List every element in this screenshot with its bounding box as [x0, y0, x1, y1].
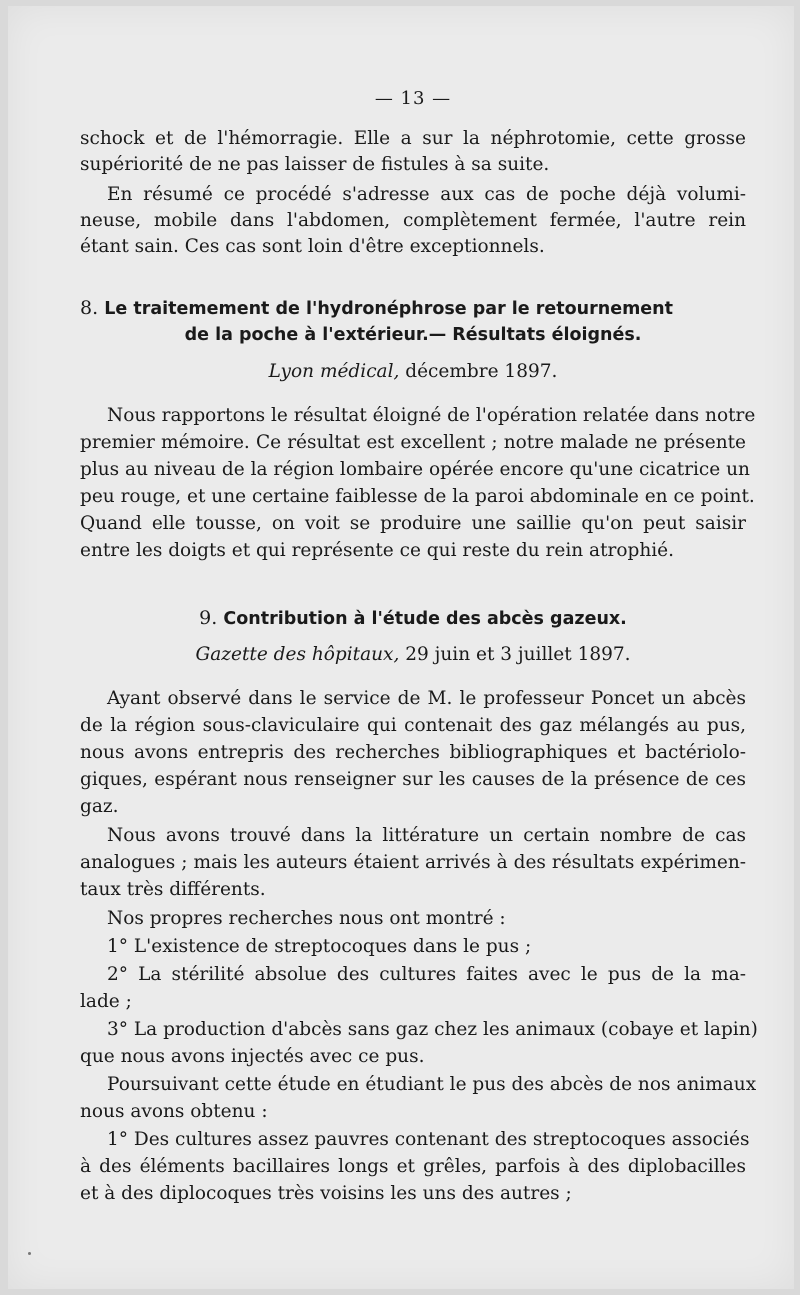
journal-date: décembre 1897. — [399, 361, 558, 382]
text-line: entre les doigts et qui représente ce qui reste du rein atrophié. — [80, 540, 675, 561]
text-line: plus au niveau de la région lombaire opérée encore qu'une cicatrice un — [80, 459, 750, 480]
section-8-title-line2: de la poche à l'extérieur.— Résultats éloignés. — [184, 325, 642, 345]
text-line: gaz. — [80, 796, 119, 817]
section-number: 9. — [199, 607, 218, 629]
journal-name: Lyon médical, — [268, 361, 400, 382]
text-line: lade ; — [80, 991, 132, 1012]
section-8-source — [80, 360, 746, 384]
text-line: Nous avons trouvé dans la littérature un certain nombre de cas — [107, 825, 746, 846]
text-line: En résumé ce procédé s'adresse aux cas de poche déjà volumi- — [107, 184, 746, 205]
text-line: nous avons obtenu : — [80, 1101, 268, 1122]
text-line: étant sain. Ces cas sont loin d'être exceptionnels. — [80, 236, 545, 257]
text-line: et à des diplocoques très voisins les uns des autres ; — [80, 1183, 572, 1204]
journal-name: Gazette des hôpitaux, — [195, 644, 400, 665]
list-item: 2° La stérilité absolue des cultures faites avec le pus de la ma- — [107, 964, 746, 985]
list-item: 1° Des cultures assez pauvres contenant des streptocoques associés — [107, 1129, 750, 1150]
section-number: 8. — [80, 297, 99, 319]
text-line: supériorité de ne pas laisser de fistules à sa suite. — [80, 154, 550, 175]
book-page — [8, 6, 794, 1289]
paper-speck — [28, 1252, 31, 1255]
text-line: nous avons entrepris des recherches bibliographiques et bactériolo- — [80, 742, 746, 763]
text-line: Quand elle tousse, on voit se produire une saillie qu'on peut saisir — [80, 513, 746, 534]
text-line: taux très différents. — [80, 879, 266, 900]
section-title: Le traitemement de l'hydronéphrose par le retournement — [104, 299, 673, 319]
text-line: Nos propres recherches nous ont montré : — [107, 908, 506, 929]
text-line: analogues ; mais les auteurs étaient arrivés à des résultats expérimen- — [80, 852, 746, 873]
text-line: peu rouge, et une certaine faiblesse de la paroi abdominale en ce point. — [80, 486, 755, 507]
text-line: Poursuivant cette étude en étudiant le pus des abcès de nos animaux — [107, 1074, 757, 1095]
text-line: neuse, mobile dans l'abdomen, complètement fermée, l'autre rein — [80, 210, 746, 231]
text-line: que nous avons injectés avec ce pus. — [80, 1046, 425, 1067]
text-line: schock et de l'hémorragie. Elle a sur la néphrotomie, cette grosse — [80, 128, 746, 149]
text-line: de la région sous-claviculaire qui contenait des gaz mélangés au pus, — [80, 715, 746, 736]
section-8-title-line1 — [80, 296, 746, 321]
section-title: Contribution à l'étude des abcès gazeux. — [223, 609, 627, 629]
list-item: 1° L'existence de streptocoques dans le pus ; — [107, 936, 532, 957]
text-line: Nous rapportons le résultat éloigné de l'opération relatée dans notre — [107, 405, 756, 426]
list-item: 3° La production d'abcès sans gaz chez les animaux (cobaye et lapin) — [107, 1019, 758, 1040]
journal-date: 29 juin et 3 juillet 1897. — [399, 644, 631, 665]
section-9-title — [80, 606, 746, 631]
text-line: giques, espérant nous renseigner sur les causes de la présence de ces — [80, 769, 746, 790]
section-9-source — [80, 643, 746, 667]
text-line: Ayant observé dans le service de M. le professeur Poncet un abcès — [107, 688, 746, 709]
page-number: — 13 — — [374, 88, 452, 109]
text-line: à des éléments bacillaires longs et grêles, parfois à des diplobacilles — [80, 1156, 746, 1177]
text-line: premier mémoire. Ce résultat est excellent ; notre malade ne présente — [80, 432, 746, 453]
